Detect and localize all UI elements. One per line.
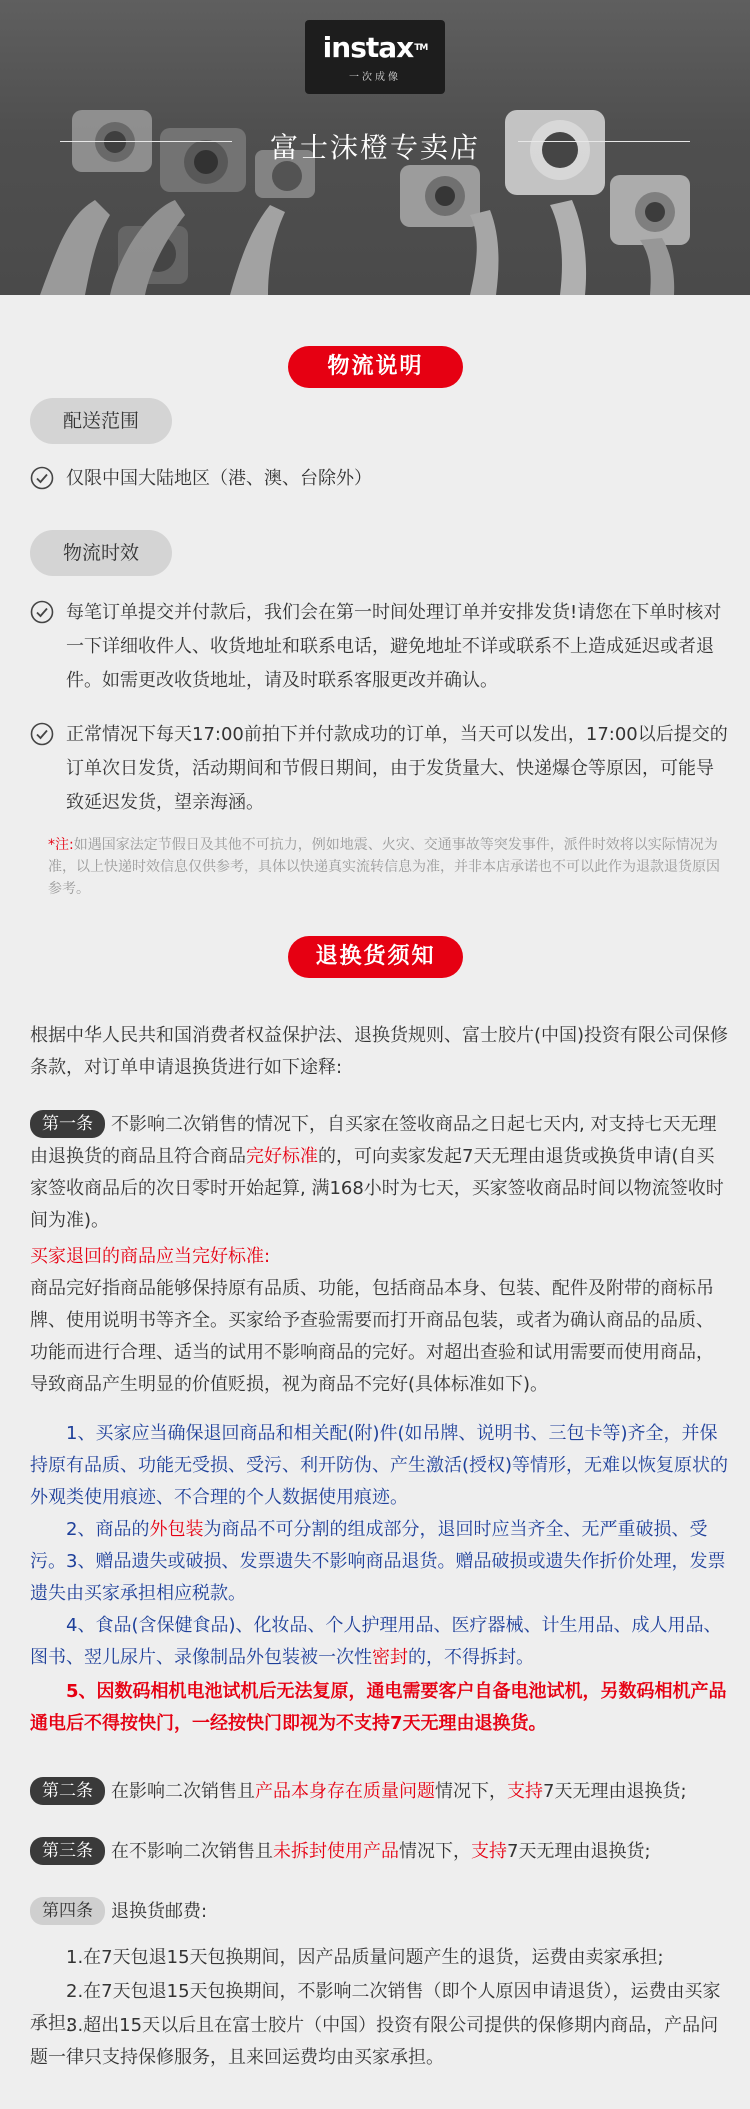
article-1-text-a: 不影响二次销售的情况下，自买家在签收商品之日起七天内, 对支持七天无理由退换货的商品且符合商品 — [30, 1114, 717, 1167]
article-1-highlight: 完好标准 — [246, 1146, 318, 1167]
rule-2-highlight: 外包装 — [149, 1519, 204, 1540]
logistics-note — [48, 834, 728, 900]
article-4 — [30, 1896, 730, 1928]
shipping-fee-1: 1.在7天包退15天包换期间，因产品质量问题产生的退货，运费由卖家承担; — [66, 1947, 664, 1968]
article-2 — [30, 1776, 730, 1808]
article-2-tag: 第二条 — [30, 1777, 105, 1805]
article-3-highlight-1: 未拆封使用产品 — [273, 1841, 399, 1862]
rule-2-text-a: 2、商品的 — [66, 1519, 150, 1540]
shipping-fee-3: 3.超出15天以后且在富士胶片（中国）投资有限公司提供的保修期内商品，产品问题一律只支持保修服务，且来回运费均由买家承担。 — [30, 2015, 719, 2068]
check-circle-icon — [30, 600, 54, 624]
delivery-scope-label: 配送范围 — [30, 398, 172, 444]
article-3-tag: 第三条 — [30, 1837, 105, 1865]
article-3-highlight-2: 支持 — [471, 1841, 507, 1862]
check-circle-icon — [30, 466, 54, 490]
article-2-highlight-2: 支持 — [507, 1781, 543, 1802]
rule-3: 3、赠品遗失或破损、发票遗失不影响商品退货。赠品破损或遗失作折价处理，发票遗失由买家承担相应税款。 — [30, 1551, 726, 1604]
returns-section-title: 退换货须知 — [288, 936, 463, 978]
article-1 — [30, 1109, 730, 1237]
returns-intro: 根据中华人民共和国消费者权益保护法、退换货规则、富士胶片(中国)投资有限公司保修条款，对订单申请退换货进行如下途释: — [30, 1025, 729, 1078]
rule-1: 1、买家应当确保退回商品和相关配(附)件(如吊牌、说明书、三包卡等)齐全，并保持原有品质、功能无受损、受污、利开防伪、产生激活(授权)等情形，无难以恢复原状的外观类使用痕迹、不合理的个人数据使用痕迹。 — [30, 1423, 729, 1508]
delivery-time-text-2: 正常情况下每天17:00前拍下并付款成功的订单，当天可以发出，17:00以后提交的订单次日发货，活动期间和节假日期间，由于发货量大、快递爆仓等原因，可能导致延迟发货，望亲海涵。 — [66, 724, 728, 813]
logo-wordmark: instax™ — [322, 31, 428, 64]
article-3 — [30, 1836, 730, 1868]
article-4-tag: 第四条 — [30, 1897, 105, 1925]
delivery-time-text-1: 每笔订单提交并付款后，我们会在第一时间处理订单并安排发货!请您在下单时核对一下详细收件人、收货地址和联系电话，避免地址不详或联系不上造成延迟或者退件。如需更改收货地址，请及时联系客服更改并确认。 — [66, 602, 722, 691]
delivery-time-label: 物流时效 — [30, 530, 172, 576]
check-circle-icon — [30, 722, 54, 746]
article-1-text-b: 的，可向卖家发起7天无理由退货或换货申请(自买家签收商品后的次日零时开始起算, 满168小时为七天，买家签收商品时间以物流签收时间为准)。 — [30, 1146, 724, 1231]
rule-4 — [30, 1610, 730, 1674]
article-2-text-a: 在影响二次销售且 — [111, 1781, 255, 1802]
divider-right — [518, 141, 690, 142]
rule-2-text-b: 为商品不可分割的组成部分，退回时应当齐全、无严重破损、受污。 — [30, 1519, 708, 1572]
good-condition-title: 买家退回的商品应当完好标准: — [30, 1246, 271, 1267]
store-banner — [0, 0, 750, 295]
logistics-section-title: 物流说明 — [288, 346, 463, 388]
note-marker: *注: — [48, 837, 74, 853]
article-3-text-a: 在不影响二次销售且 — [111, 1841, 273, 1862]
rule-4-text-a: 4、食品(含保健食品)、化妆品、个人护理用品、医疗器械、计生用品、成人用品、图书、翌儿尿片、录像制品外包装被一次性 — [30, 1615, 722, 1668]
logo-tagline: 一次成像 — [349, 72, 401, 83]
good-condition-text: 商品完好指商品能够保持原有品质、功能，包括商品本身、包装、配件及附带的商标吊牌、使用说明书等齐全。买家给予查验需要而打开商品包装，或者为确认商品的品质、功能而进行合理、适当的试用不影响商品的完好。对超出查验和试用需要而使用商品，导致商品产生明显的价值贬损，视为商品不完好(具体标准如下)。 — [30, 1278, 714, 1395]
article-4-title: 退换货邮费: — [111, 1901, 208, 1922]
delivery-scope-text: 仅限中国大陆地区（港、澳、台除外） — [66, 468, 372, 489]
article-2-text-b: 情况下， — [435, 1781, 507, 1802]
delivery-time-item-1 — [30, 596, 730, 698]
article-2-highlight-1: 产品本身存在质量问题 — [255, 1781, 435, 1802]
delivery-scope-item — [30, 462, 730, 496]
note-text: 如遇国家法定节假日及其他不可抗力，例如地震、火灾、交通事故等突发事件，派件时效将以实际情况为准，以上快递时效信息仅供参考，具体以快递真实流转信息为准，并非本店承诺也不可以此作为退款退货原因参考。 — [48, 837, 720, 897]
rule-4-text-b: 的，不得拆封。 — [408, 1647, 534, 1668]
shipping-fee-2: 2.在7天包退15天包换期间，不影响二次销售（即个人原因申请退货），运费由买家承担; — [30, 1981, 721, 2034]
article-1-tag: 第一条 — [30, 1110, 105, 1138]
article-2-text-c: 7天无理由退换货; — [543, 1781, 687, 1802]
article-3-text-b: 情况下， — [399, 1841, 471, 1862]
article-3-text-c: 7天无理由退换货; — [507, 1841, 651, 1862]
store-name: 富士沫橙专卖店 — [269, 131, 480, 164]
instax-logo — [305, 20, 445, 94]
store-title-row — [0, 122, 750, 162]
rule-4-highlight: 密封 — [372, 1647, 408, 1668]
rule-5: 5、因数码相机电池试机后无法复原，通电需要客户自备电池试机，另数码相机产品通电后不得按快门，一经按快门即视为不支持7天无理由退换货。 — [30, 1681, 727, 1734]
delivery-time-item-2 — [30, 718, 730, 820]
